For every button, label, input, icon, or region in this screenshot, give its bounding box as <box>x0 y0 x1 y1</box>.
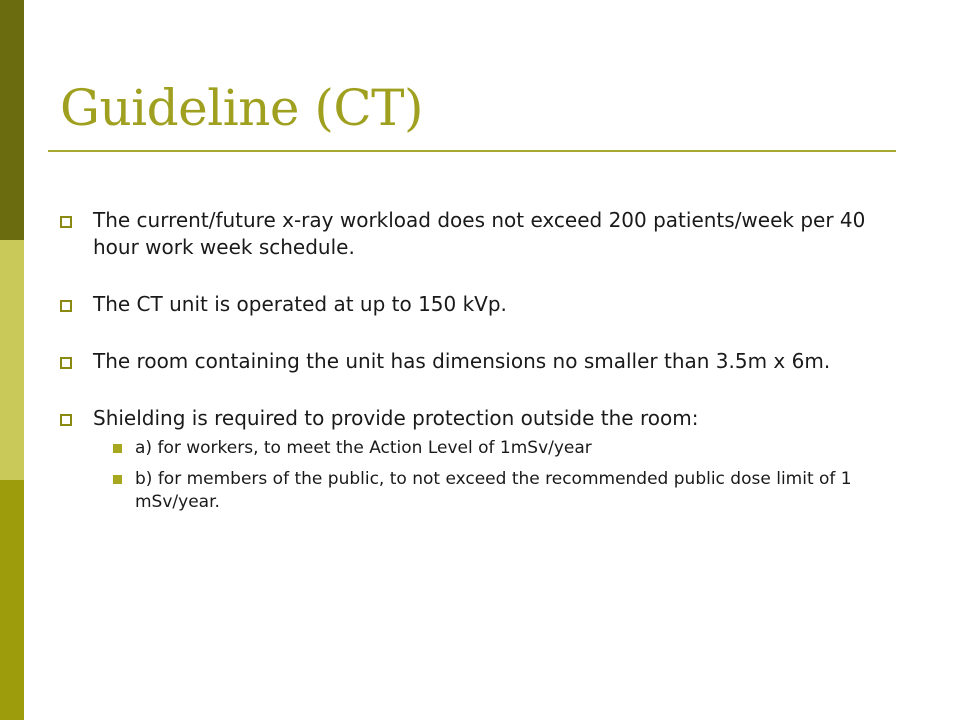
bullet-item <box>60 207 900 261</box>
sub-bullet-item <box>93 437 900 460</box>
hollow-square-bullet-icon <box>60 357 72 369</box>
bullet-item <box>60 405 900 514</box>
sub-bullet-item <box>93 468 900 514</box>
bullet-text: The CT unit is operated at up to 150 kVp. <box>93 292 507 316</box>
bullet-item <box>60 291 900 318</box>
hollow-square-bullet-icon <box>60 216 72 228</box>
title-divider <box>48 150 896 152</box>
filled-square-bullet-icon <box>113 444 122 453</box>
hollow-square-bullet-icon <box>60 300 72 312</box>
bullet-text: The current/future x-ray workload does not exceed 200 patients/week per 40 hour work week schedule. <box>93 208 866 259</box>
bullet-text: Shielding is required to provide protection outside the room: <box>93 406 699 430</box>
sidebar-stripe-top <box>0 0 24 240</box>
bullet-item <box>60 348 900 375</box>
sub-bullet-list <box>93 437 900 514</box>
bullet-list <box>60 207 900 522</box>
filled-square-bullet-icon <box>113 475 122 484</box>
hollow-square-bullet-icon <box>60 414 72 426</box>
bullet-text: The room containing the unit has dimensions no smaller than 3.5m x 6m. <box>93 349 831 373</box>
slide-title: Guideline (CT) <box>60 79 424 137</box>
sub-bullet-text: a) for workers, to meet the Action Level of 1mSv/year <box>135 438 592 458</box>
sidebar-stripe-middle <box>0 240 24 480</box>
sidebar-stripe-bottom <box>0 480 24 720</box>
sub-bullet-text: b) for members of the public, to not exceed the recommended public dose limit of 1 mSv/year. <box>135 469 852 512</box>
